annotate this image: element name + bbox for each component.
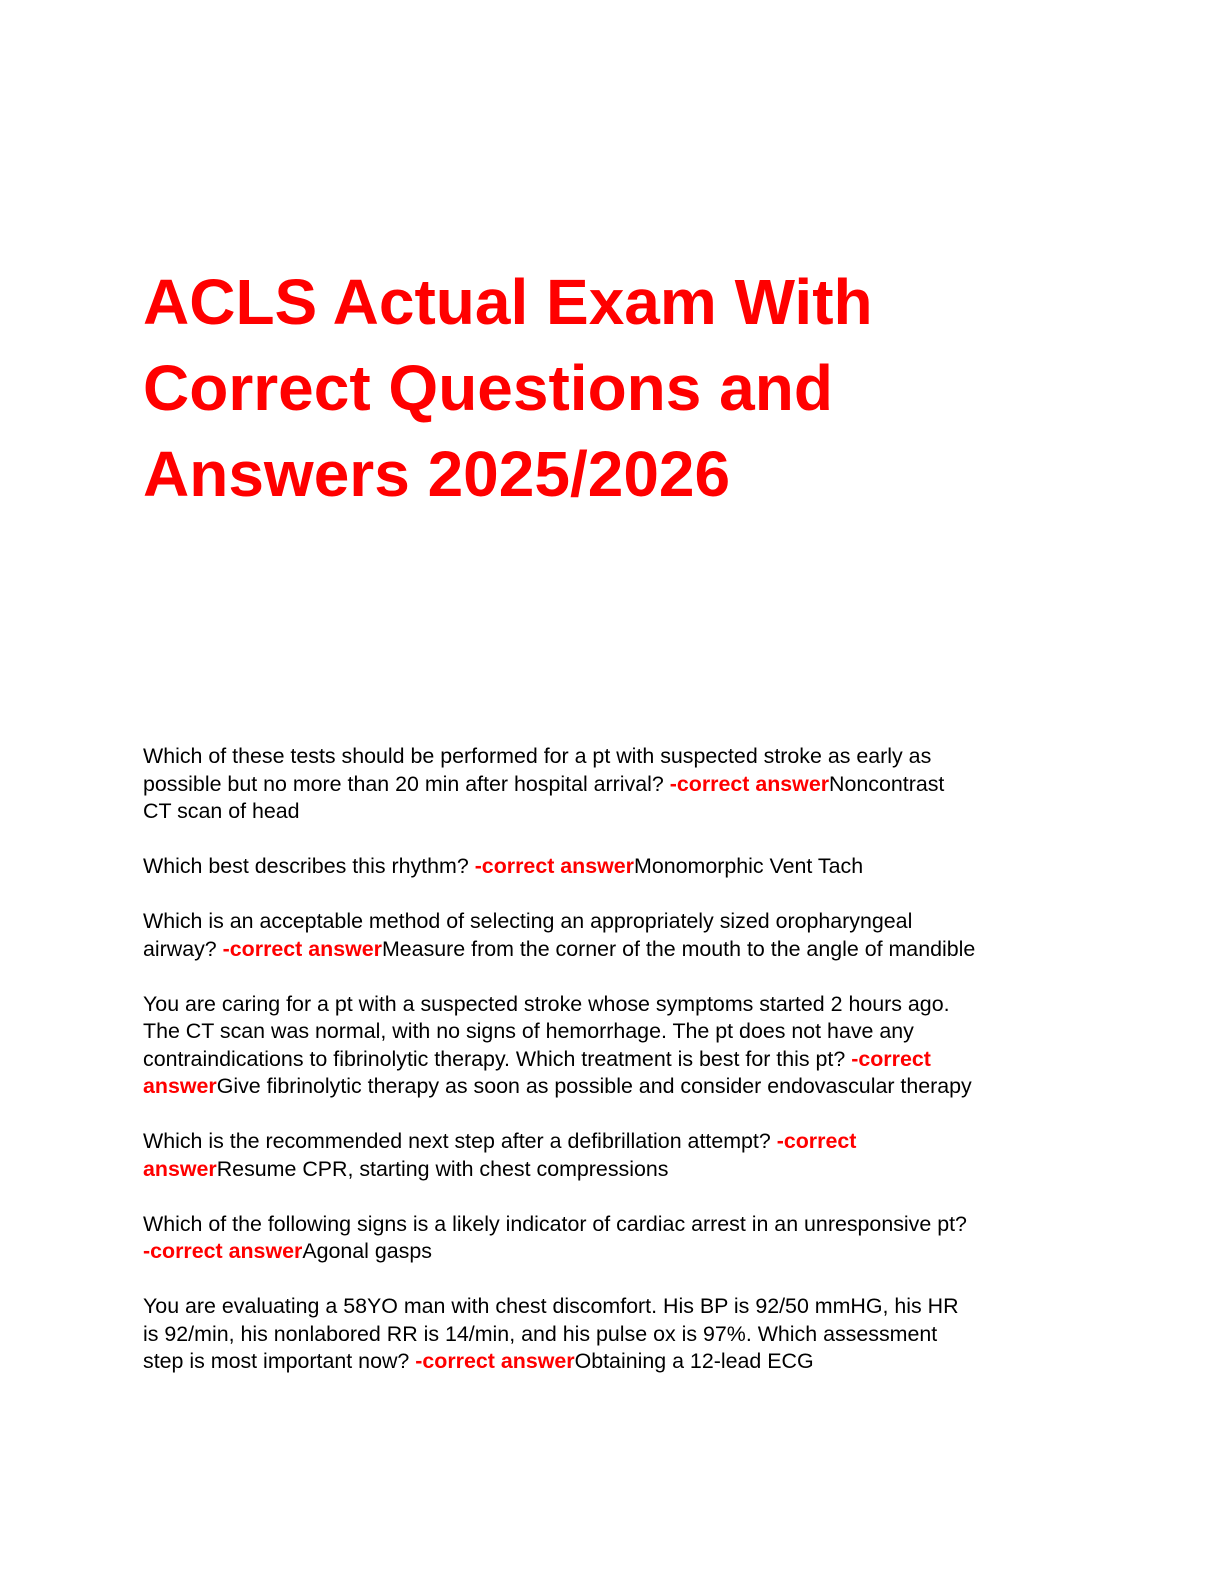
question-text: step is most important now? <box>143 1349 416 1373</box>
answer-text: CT scan of head <box>143 799 300 823</box>
qa-item <box>143 743 1083 826</box>
question-answer-list <box>143 743 1083 1403</box>
question-text: airway? <box>143 936 223 961</box>
qa-line <box>143 1348 1083 1376</box>
title-line: Answers 2025/2026 <box>143 438 731 510</box>
question-text: The CT scan was normal, with no signs of hemorrhage. The pt does not have any <box>143 1019 914 1043</box>
qa-item <box>143 1128 1083 1183</box>
qa-line <box>143 936 1083 964</box>
qa-line <box>143 1046 1083 1074</box>
correct-answer-marker: answer <box>143 1074 217 1098</box>
question-text: Which of the following signs is a likely indicator of cardiac arrest in an unresponsive pt? <box>143 1211 967 1236</box>
correct-answer-marker: -correct answer <box>143 1239 303 1263</box>
answer-text: Agonal gasps <box>302 1239 432 1263</box>
answer-text: Obtaining a 12-lead ECG <box>574 1349 814 1373</box>
question-text: You are caring for a pt with a suspected stroke whose symptoms started 2 hours ago. <box>143 991 950 1016</box>
qa-item <box>143 991 1083 1101</box>
answer-text: Noncontrast <box>829 771 945 796</box>
correct-answer-marker: -correct <box>851 1046 931 1071</box>
qa-line <box>143 853 1083 881</box>
qa-line <box>143 1156 1083 1184</box>
question-text: Which best describes this rhythm? <box>143 854 475 878</box>
qa-item <box>143 1211 1083 1266</box>
qa-line <box>143 771 1083 799</box>
qa-item <box>143 1293 1083 1376</box>
qa-line <box>143 1073 1083 1101</box>
correct-answer-marker: -correct answer <box>669 771 830 796</box>
qa-line <box>143 1128 1083 1156</box>
answer-text: Resume CPR, starting with chest compressions <box>216 1156 669 1181</box>
answer-text: Measure from the corner of the mouth to the angle of mandible <box>381 936 976 961</box>
qa-item <box>143 853 1083 881</box>
question-text: possible but no more than 20 min after hospital arrival? <box>143 771 670 796</box>
qa-line <box>143 1238 1083 1266</box>
question-text: You are evaluating a 58YO man with chest discomfort. His BP is 92/50 mmHG, his HR <box>143 1294 959 1318</box>
document-title <box>143 259 1103 517</box>
question-text: is 92/min, his nonlabored RR is 14/min, and his pulse ox is 97%. Which assessment <box>143 1321 938 1346</box>
question-text: Which is an acceptable method of selecting an appropriately sized oropharyngeal <box>143 909 913 933</box>
correct-answer-marker: -correct <box>776 1129 857 1153</box>
title-line: Correct Questions and <box>143 352 833 424</box>
title-line: ACLS Actual Exam With <box>143 266 873 338</box>
answer-text: Give fibrinolytic therapy as soon as possible and consider endovascular therapy <box>216 1074 972 1098</box>
answer-text: Monomorphic Vent Tach <box>634 854 864 878</box>
question-text: Which is the recommended next step after a defibrillation attempt? <box>143 1129 777 1153</box>
correct-answer-marker: -correct answer <box>474 854 634 878</box>
question-text: contraindications to fibrinolytic therapy. Which treatment is best for this pt? <box>143 1046 852 1071</box>
correct-answer-marker: answer <box>143 1156 217 1181</box>
qa-item <box>143 908 1083 963</box>
correct-answer-marker: -correct answer <box>415 1349 575 1373</box>
question-text: Which of these tests should be performed for a pt with suspected stroke as early as <box>143 744 932 768</box>
correct-answer-marker: -correct answer <box>222 936 382 961</box>
